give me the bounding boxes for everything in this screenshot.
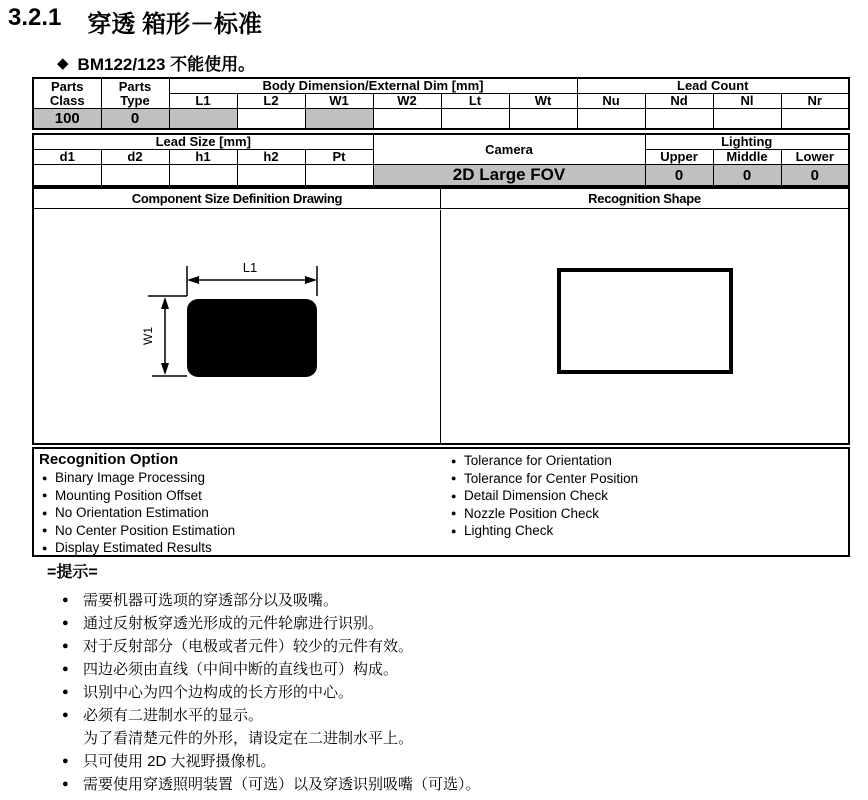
bullet-icon: ●: [42, 507, 48, 518]
bullet-icon: ●: [451, 455, 457, 466]
parts-type-header: Parts Type: [101, 78, 169, 109]
bullet-icon: ●: [451, 508, 457, 519]
pt-value-cell: [305, 165, 373, 187]
d1-value-cell: [33, 165, 101, 187]
component-dimension-drawing: [34, 210, 441, 443]
parts-class-value: 100: [33, 109, 101, 129]
sub-header-lower: Lower: [781, 150, 849, 165]
sub-header-pt: Pt: [305, 150, 373, 165]
tip-item: ● 对于反射部分（电极或者元件）较少的元件有效。: [62, 638, 414, 655]
option-item: ● Tolerance for Orientation: [448, 452, 638, 470]
bullet-icon: ●: [62, 639, 69, 652]
body-dimension-group-header: Body Dimension/External Dim [mm]: [169, 78, 577, 94]
sub-header-upper: Upper: [645, 150, 713, 165]
drawing-section-body: [34, 210, 848, 443]
lighting-middle-value: 0: [713, 165, 781, 187]
option-item: ● Detail Dimension Check: [448, 487, 638, 505]
tip-item: ● 四边必须由直线（中间中断的直线也可）构成。: [62, 661, 399, 678]
option-item: ● Binary Image Processing: [39, 469, 235, 487]
bullet-icon: ●: [42, 542, 48, 553]
recognition-shape-panel: [442, 210, 848, 443]
bullet-icon: ●: [42, 525, 48, 536]
bullet-icon: ●: [62, 708, 69, 721]
sub-header-w2: W2: [373, 94, 441, 109]
sub-header-d1: d1: [33, 150, 101, 165]
lead-size-table: [32, 133, 850, 187]
tip-item: ● 只可使用 2D 大视野摄像机。: [62, 753, 276, 770]
d2-value-cell: [101, 165, 169, 187]
component-body-shape: [187, 299, 317, 377]
l1-value-cell: [169, 109, 237, 129]
parts-class-header: Parts Class: [33, 78, 101, 109]
lighting-lower-value: 0: [781, 165, 849, 187]
option-item: ● Lighting Check: [448, 522, 638, 540]
h2-value-cell: [237, 165, 305, 187]
recognition-shape-rect: [557, 268, 733, 374]
lead-count-group-header: Lead Count: [577, 78, 849, 94]
sub-header-h1: h1: [169, 150, 237, 165]
nd-value-cell: [645, 109, 713, 129]
sub-header-wt: Wt: [509, 94, 577, 109]
sub-header-w1: W1: [305, 94, 373, 109]
option-item: ● No Orientation Estimation: [39, 504, 235, 522]
lighting-upper-value: 0: [645, 165, 713, 187]
recognition-option-right-column: [448, 452, 638, 540]
parts-type-value: 0: [101, 109, 169, 129]
tips-section: [47, 562, 481, 795]
bullet-icon: ●: [42, 472, 48, 483]
tip-item: ● 必须有二进制水平的显示。: [62, 707, 264, 724]
option-item: ● Nozzle Position Check: [448, 505, 638, 523]
lead-size-group-header: Lead Size [mm]: [33, 134, 373, 150]
w1-arrow-top: [161, 297, 169, 309]
sub-header-middle: Middle: [713, 150, 781, 165]
nr-value-cell: [781, 109, 849, 129]
w1-dimension-label: W1: [141, 327, 155, 345]
tips-header: =提示=: [47, 564, 98, 581]
tip-item: ● 需要机器可选项的穿透部分以及吸嘴。: [62, 592, 339, 609]
bullet-icon: ●: [451, 490, 457, 501]
bullet-icon: ●: [62, 754, 69, 767]
sub-header-nr: Nr: [781, 94, 849, 109]
drawing-section: [32, 187, 850, 445]
l1-dimension-label: L1: [242, 260, 258, 275]
sub-header-l1: L1: [169, 94, 237, 109]
bullet-icon: ●: [62, 662, 69, 675]
recognition-option-title: Recognition Option: [39, 451, 179, 468]
nu-value-cell: [577, 109, 645, 129]
page-title-text: 穿透 箱形－标准: [87, 11, 263, 38]
tip-item: ● 通过反射板穿透光形成的元件轮廓进行识别。: [62, 615, 384, 632]
bullet-icon: ●: [62, 593, 69, 606]
option-item: ● Display Estimated Results: [39, 539, 235, 557]
sub-header-d2: d2: [101, 150, 169, 165]
recognition-option-left-column: [39, 450, 235, 557]
note-line: [57, 50, 255, 75]
tip-item-continuation: 为了看清楚元件的外形，请设定在二进制水平上。: [83, 730, 414, 747]
l2-value-cell: [237, 109, 305, 129]
sub-header-l2: L2: [237, 94, 305, 109]
component-drawing-panel: [34, 210, 441, 443]
bullet-icon: ●: [451, 525, 457, 536]
l1-arrow-left: [187, 276, 199, 284]
section-number: 3.2.1: [8, 4, 62, 31]
sub-header-h2: h2: [237, 150, 305, 165]
sub-header-nd: Nd: [645, 94, 713, 109]
drawing-section-headers: [34, 189, 848, 209]
note-text: BM122/123 不能使用。: [77, 55, 256, 74]
l1-arrow-right: [305, 276, 317, 284]
lighting-group-header: Lighting: [645, 134, 849, 150]
diamond-icon: ◆: [57, 54, 69, 72]
tip-item: ● 识别中心为四个边构成的长方形的中心。: [62, 684, 354, 701]
bullet-icon: ●: [62, 777, 69, 790]
bullet-icon: ●: [62, 685, 69, 698]
lt-value-cell: [441, 109, 509, 129]
bullet-icon: ●: [451, 473, 457, 484]
recognition-option-box: [32, 447, 850, 557]
component-drawing-header: Component Size Definition Drawing: [34, 189, 441, 208]
parts-table: [32, 77, 850, 130]
option-item: ● Mounting Position Offset: [39, 487, 235, 505]
tip-item: ● 需要使用穿透照明装置（可选）以及穿透识别吸嘴（可选）。: [62, 776, 481, 793]
recognition-shape-header: Recognition Shape: [588, 191, 701, 206]
wt-value-cell: [509, 109, 577, 129]
camera-header: Camera: [373, 134, 645, 165]
sub-header-nu: Nu: [577, 94, 645, 109]
w1-value-cell: [305, 109, 373, 129]
bullet-icon: ●: [62, 616, 69, 629]
bullet-icon: ●: [42, 490, 48, 501]
w2-value-cell: [373, 109, 441, 129]
option-item: ● Tolerance for Center Position: [448, 470, 638, 488]
option-item: ● No Center Position Estimation: [39, 522, 235, 540]
w1-arrow-bottom: [161, 363, 169, 375]
camera-value: 2D Large FOV: [373, 165, 645, 187]
page-title: [8, 4, 262, 39]
sub-header-nl: Nl: [713, 94, 781, 109]
nl-value-cell: [713, 109, 781, 129]
h1-value-cell: [169, 165, 237, 187]
sub-header-lt: Lt: [441, 94, 509, 109]
